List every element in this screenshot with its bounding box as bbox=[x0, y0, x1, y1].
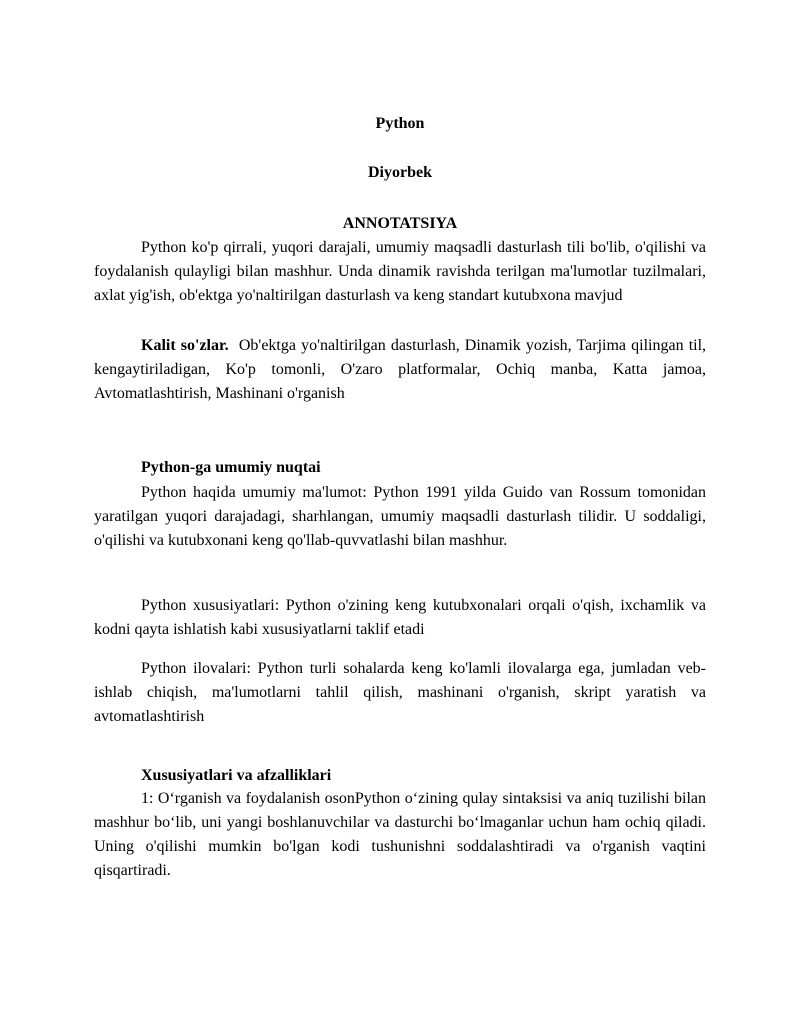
overview-paragraph-2: Python xususiyatlari: Python o'zining keng kutubxonalari orqali o'qish, ixchamlik va kodni qayta ishlatish kabi xususiyatlarni taklif etadi bbox=[94, 597, 706, 638]
keywords-label: Kalit so'zlar. bbox=[141, 337, 229, 354]
overview-paragraph-1: Python haqida umumiy ma'lumot: Python 1991 yilda Guido van Rossum tomonidan yaratilgan yuqori darajadagi, sharhlangan, umumiy maqsadli dasturlash tilidir. U soddaligi, o'qilishi va kutubxonani keng qo'llab-quvvatlashi bilan mashhur. bbox=[94, 484, 706, 549]
document-title: Python bbox=[375, 115, 425, 132]
document-author: Diyorbek bbox=[368, 164, 432, 181]
overview-paragraph-3: Python ilovalari: Python turli sohalarda keng ko'lamli ilovalarga ega, jumladan veb-ishlab chiqish, ma'lumotlarni tahlil qilish, mashinani o'rganish, skript yaratish va avtomatlashtirish bbox=[94, 660, 706, 725]
keywords-text: Ob'ektga yo'naltirilgan dasturlash, Dinamik yozish, Tarjima qilingan til, kengaytiriladigan, Ko'p tomonli, O'zaro platformalar, Ochiq manba, Katta jamoa, Avtomatlashtirish, Mashinani o'rganish bbox=[94, 337, 707, 402]
abstract-heading: ANNOTATSIYA bbox=[342, 215, 458, 232]
features-paragraph-1: 1: O‘rganish va foydalanish osonPython o‘zining qulay sintaksisi va aniq tuzilishi bilan mashhur bo‘lib, uni yangi boshlanuvchilar va dasturchi bo‘lmaganlar uchun ham ochiq qiladi. Uning o'qilishi mumkin bo'lgan kodi tushunishni soddalashtiradi va o'rganish vaqtini qisqartiradi. bbox=[94, 790, 706, 879]
keywords-paragraph bbox=[94, 334, 706, 406]
abstract-paragraph: Python ko'p qirrali, yuqori darajali, umumiy maqsadli dasturlash tili bo'lib, o'qilishi va foydalanish qulayligi bilan mashhur. Unda dinamik ravishda terilgan ma'lumotlar tuzilmalari, axlat yig'ish, ob'ektga yo'naltirilgan dasturlash va keng standart kutubxona mavjud bbox=[94, 239, 706, 304]
section-heading-features: Xususiyatlari va afzalliklari bbox=[141, 767, 332, 784]
section-heading-overview: Python-ga umumiy nuqtai bbox=[141, 459, 321, 476]
